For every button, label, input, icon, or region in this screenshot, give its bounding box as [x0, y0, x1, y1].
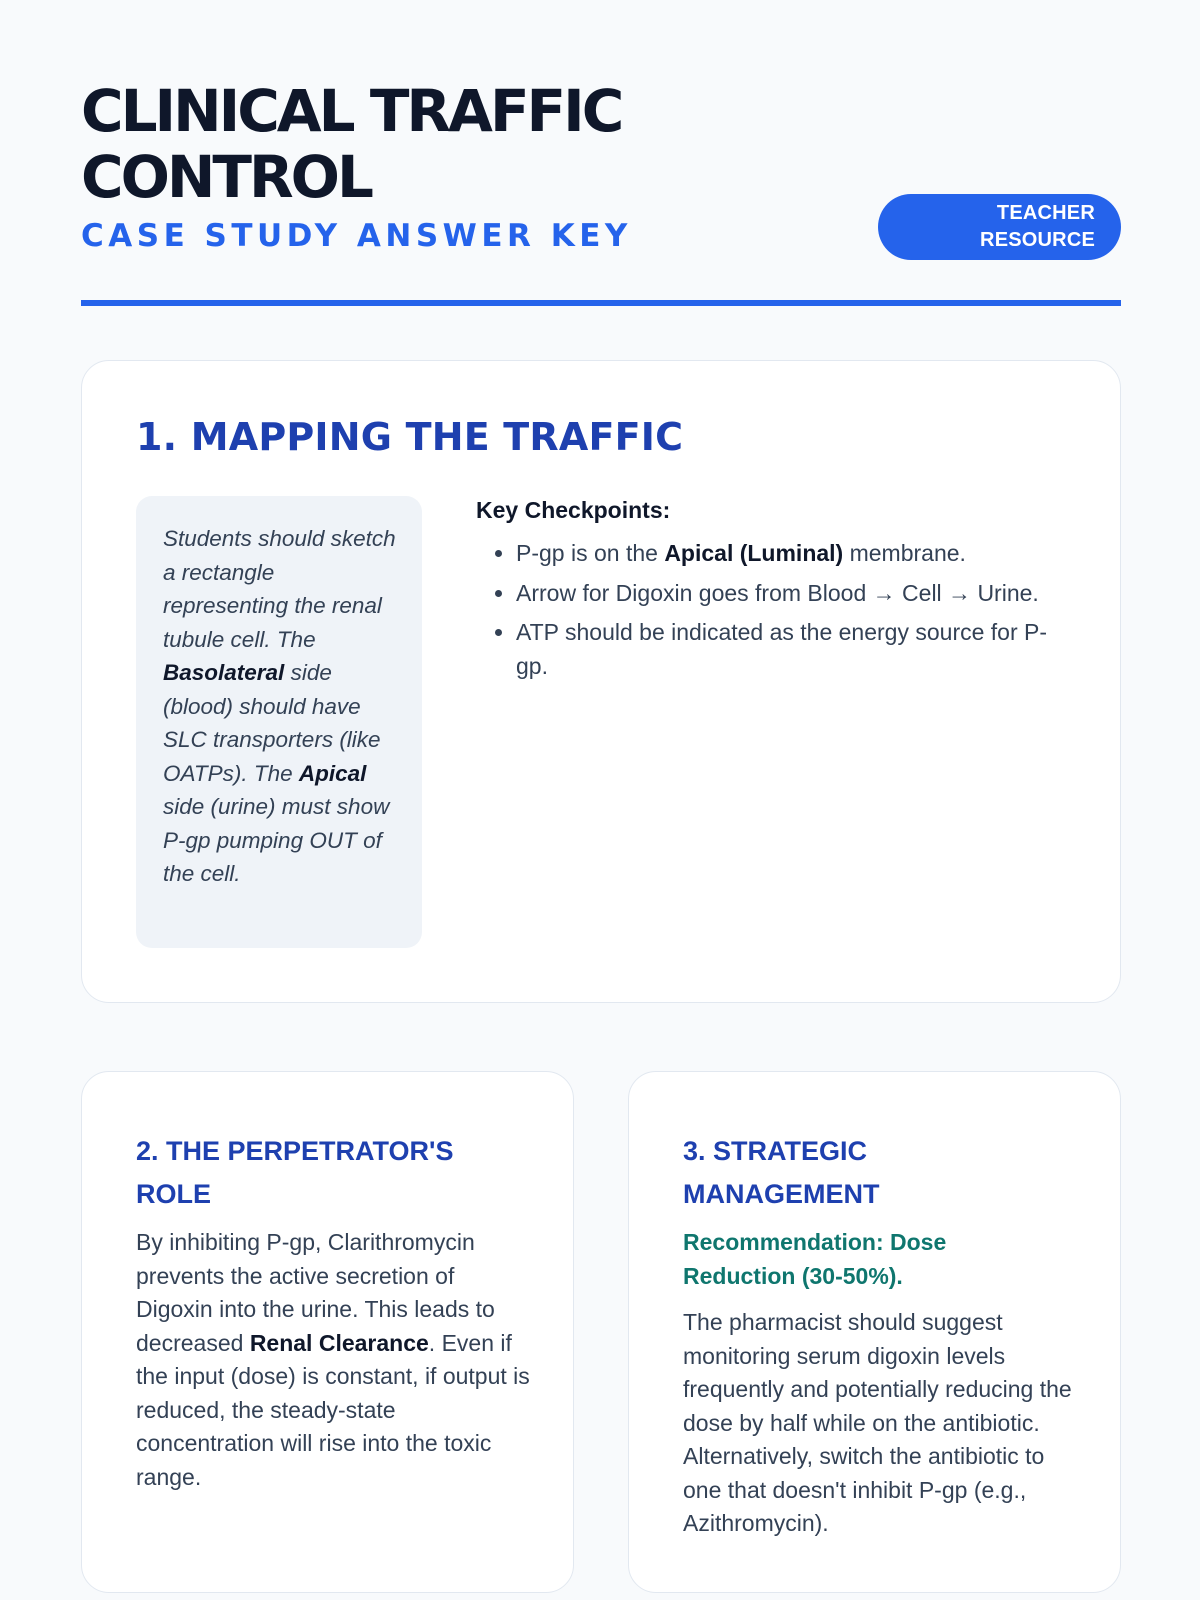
header-divider: [81, 300, 1121, 306]
note-text-3: side (urine) must show P-gp pumping OUT of the cell.: [163, 794, 390, 886]
badge-line-2: RESOURCE: [980, 229, 1095, 251]
section-3-title: 3. STRATEGIC MANAGEMENT: [683, 1136, 880, 1209]
badge-line-1: TEACHER: [996, 202, 1095, 224]
section-1-title: 1. MAPPING THE TRAFFIC: [136, 415, 684, 459]
section-management-card: [628, 1071, 1121, 1593]
page-header: [81, 78, 1121, 272]
section-mapping-card: [81, 360, 1121, 1003]
teacher-resource-badge: [878, 194, 1121, 260]
checkpoint-1-bold: Apical (Luminal): [664, 540, 844, 566]
checkpoints-heading: Key Checkpoints:: [476, 497, 671, 523]
checkpoint-1-post: membrane.: [843, 540, 966, 566]
page-subtitle: CASE STUDY ANSWER KEY: [81, 218, 632, 254]
section-perpetrator-card: [81, 1071, 574, 1593]
section-2-body-pre: By inhibiting P-gp, Clarithromycin prevents the active secretion of Digoxin into the urine. This leads to decreased: [136, 1229, 495, 1356]
checkpoint-item: • ATP should be indicated as the energy source for P-gp.: [516, 616, 1076, 683]
section-2-body: [136, 1226, 531, 1494]
note-text-2: side (blood) should have SLC transporters (like OATPs). The: [163, 660, 381, 786]
note-text-1: Students should sketch a rectangle representing the renal tubule cell. The: [163, 526, 396, 652]
checkpoint-1-pre: P-gp is on the: [516, 540, 665, 566]
page-title: CLINICAL TRAFFIC CONTROL: [81, 77, 622, 211]
section-2-body-post: . Even if the input (dose) is constant, if output is reduced, the steady-state concentration will rise into the toxic range.: [136, 1329, 530, 1490]
checkpoint-item: • Arrow for Digoxin goes from Blood → Cell → Urine.: [516, 577, 1076, 611]
renal-clearance-term: Renal Clearance: [249, 1329, 429, 1356]
dose-recommendation: Recommendation: Dose Reduction (30-50%).: [683, 1229, 947, 1289]
note-apical: Apical: [298, 760, 367, 786]
checkpoint-list: [476, 537, 1076, 683]
note-basolateral: Basolateral: [163, 660, 285, 685]
section-3-body: The pharmacist should suggest monitoring serum digoxin levels frequently and potentially reducing the dose by half while on the antibiotic. Alternatively, switch the antibiotic to one that doesn't inhibit P-gp (e.g., Azithromycin).: [683, 1309, 1072, 1536]
checkpoint-item: [516, 537, 1076, 571]
section-2-title: 2. THE PERPETRATOR'S ROLE: [136, 1136, 454, 1209]
key-checkpoints: [476, 493, 1076, 689]
sketch-instructions-note: [136, 496, 422, 948]
